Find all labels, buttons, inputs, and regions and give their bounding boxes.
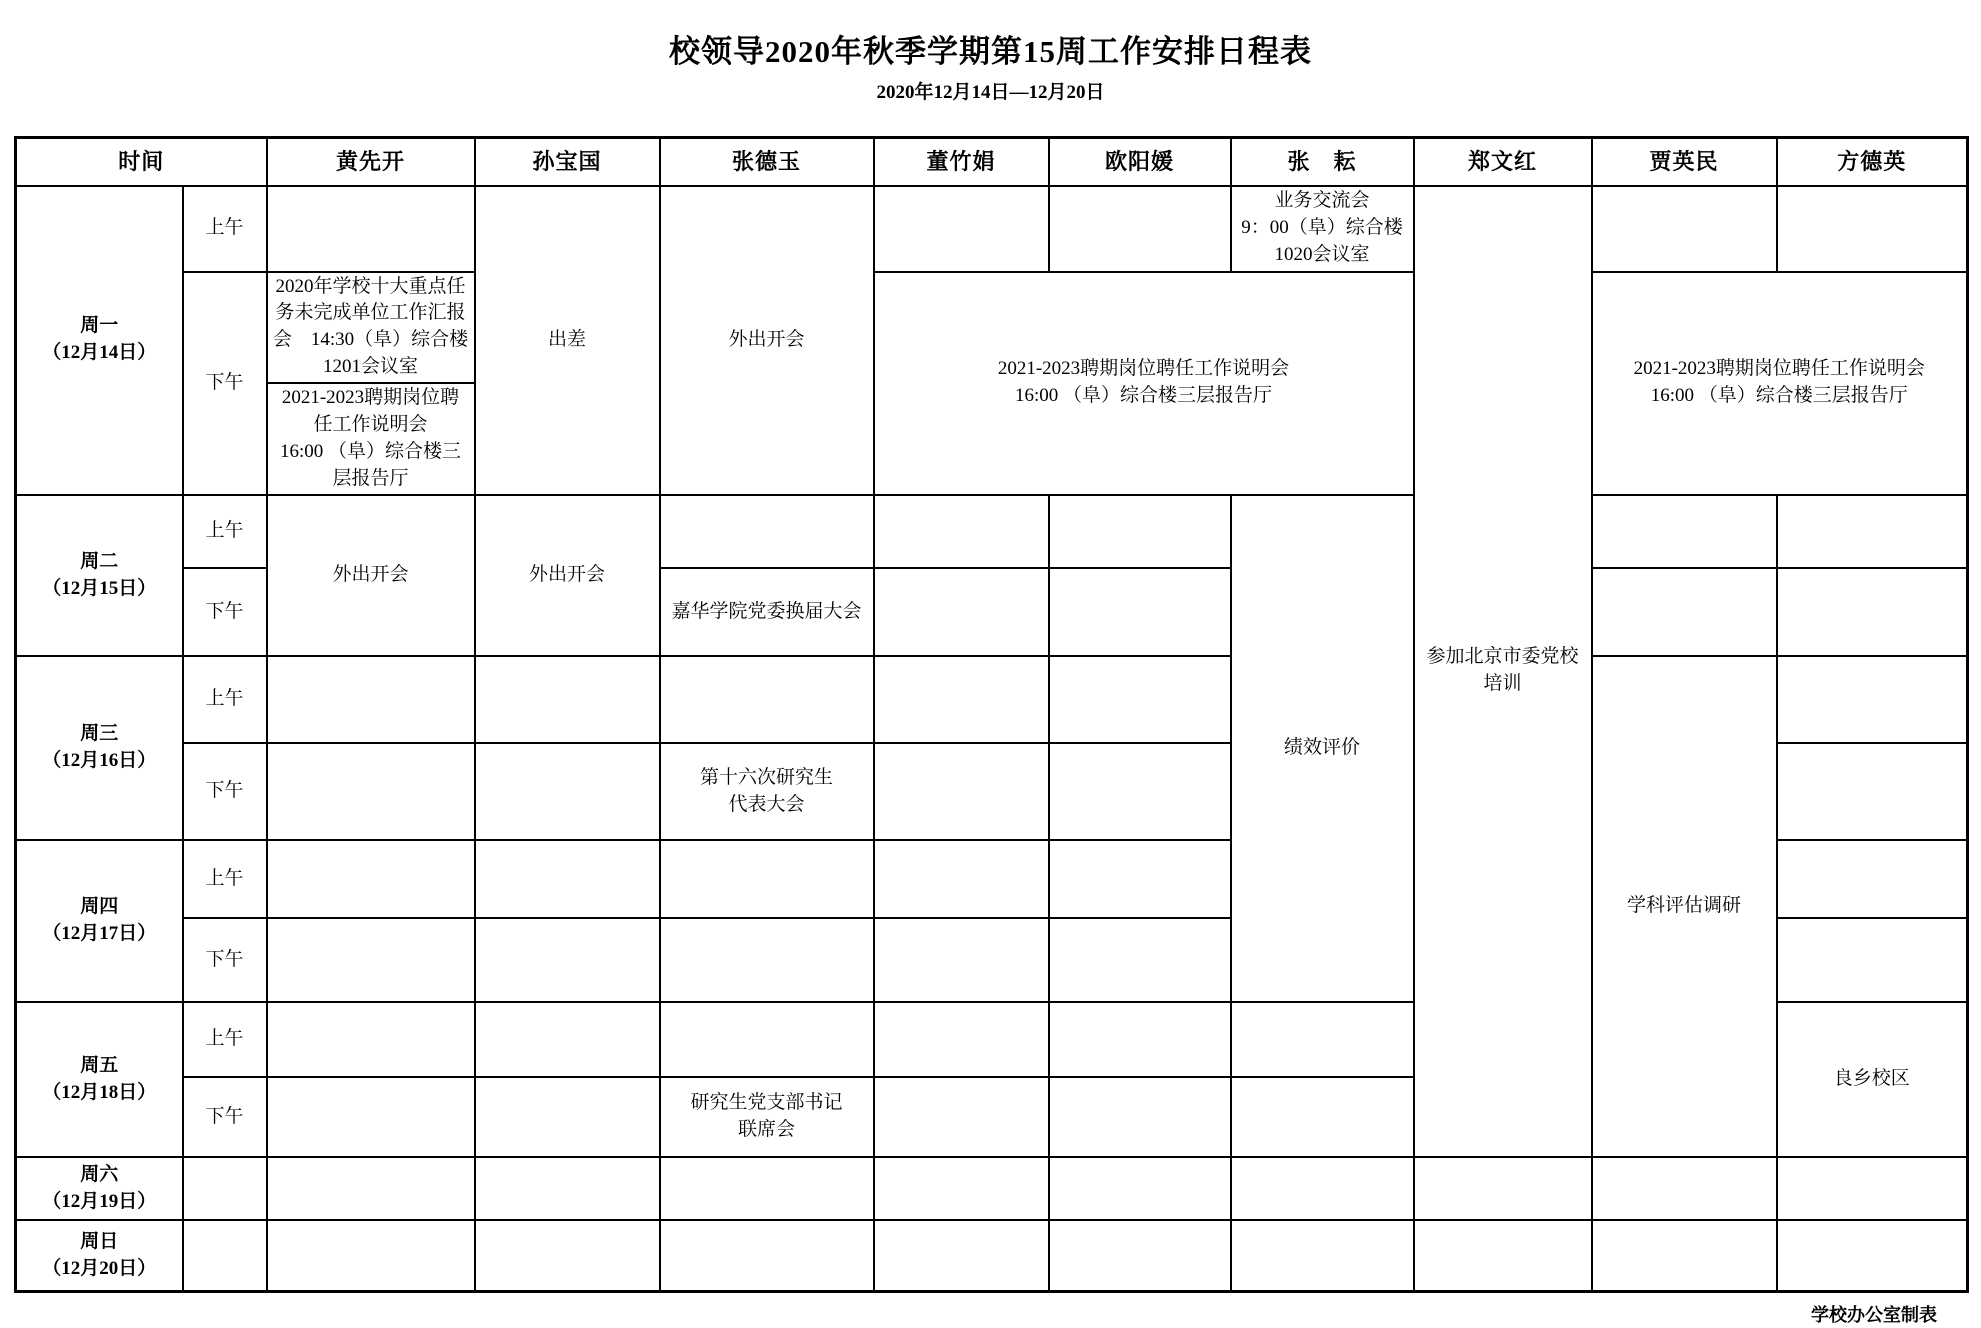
cell-fri-am-dongzhujuan: [874, 1002, 1049, 1077]
cell-mon-zhangdeyu: 外出开会: [660, 186, 874, 496]
day-label-wed: 周三 （12月16日）: [16, 656, 183, 840]
cell-wed-am-fangdeying: [1777, 656, 1968, 743]
cell-fri-am-sunbaoguo: [475, 1002, 660, 1077]
cell-mon-pm2-huangxiankai: 2021-2023聘期岗位聘任工作说明会 16:00 （阜）综合楼三层报告厅: [267, 383, 475, 495]
header-leader-zhangdeyu: 张德玉: [660, 138, 874, 186]
cell-thu-pm-dongzhujuan: [874, 918, 1049, 1002]
cell-wed-am-huangxiankai: [267, 656, 475, 743]
cell-sat-ouyangyuan: [1049, 1157, 1231, 1220]
cell-sun-zhangdeyu: [660, 1220, 874, 1291]
cell-mon-am-ouyangyuan: [1049, 186, 1231, 272]
cell-wed-pm-sunbaoguo: [475, 743, 660, 840]
cell-week-zhengwenhong: 参加北京市委党校 培训: [1414, 186, 1592, 1158]
cell-sun-dongzhujuan: [874, 1220, 1049, 1291]
header-leader-huangxiankai: 黄先开: [267, 138, 475, 186]
cell-fri-pm-sunbaoguo: [475, 1077, 660, 1157]
cell-tue-pm-fangdeying: [1777, 568, 1968, 656]
cell-wed-pm-huangxiankai: [267, 743, 475, 840]
cell-wed-fri-jiayingmin: 学科评估调研: [1592, 656, 1777, 1157]
cell-sat-ampm: [183, 1157, 267, 1220]
cell-mon-am-fangdeying: [1777, 186, 1968, 272]
cell-fri-pm-zhangyun: [1231, 1077, 1414, 1157]
cell-tue-am-jiayingmin: [1592, 495, 1777, 568]
cell-wed-pm-zhangdeyu: 第十六次研究生 代表大会: [660, 743, 874, 840]
ampm-fri-pm: 下午: [183, 1077, 267, 1157]
cell-sun-huangxiankai: [267, 1220, 475, 1291]
cell-thu-am-dongzhujuan: [874, 840, 1049, 918]
cell-sun-jiayingmin: [1592, 1220, 1777, 1291]
cell-mon-pm1-huangxiankai: 2020年学校十大重点任务未完成单位工作汇报会 14:30（阜）综合楼1201会议室: [267, 272, 475, 384]
ampm-thu-pm: 下午: [183, 918, 267, 1002]
cell-sun-ouyangyuan: [1049, 1220, 1231, 1291]
cell-sat-zhangyun: [1231, 1157, 1414, 1220]
cell-thu-am-sunbaoguo: [475, 840, 660, 918]
ampm-wed-am: 上午: [183, 656, 267, 743]
page-title: 校领导2020年秋季学期第15周工作安排日程表: [669, 34, 1312, 69]
cell-fri-am-zhangdeyu: [660, 1002, 874, 1077]
cell-mon-am-dongzhujuan: [874, 186, 1049, 272]
cell-thu-pm-zhangdeyu: [660, 918, 874, 1002]
cell-sun-ampm: [183, 1220, 267, 1291]
cell-sat-zhengwenhong: [1414, 1157, 1592, 1220]
page-subtitle: 2020年12月14日—12月20日: [876, 82, 1105, 103]
cell-sat-zhangdeyu: [660, 1157, 874, 1220]
cell-thu-am-zhangdeyu: [660, 840, 874, 918]
cell-sat-dongzhujuan: [874, 1157, 1049, 1220]
cell-fri-pm-ouyangyuan: [1049, 1077, 1231, 1157]
cell-tue-am-dongzhujuan: [874, 495, 1049, 568]
cell-wed-pm-dongzhujuan: [874, 743, 1049, 840]
cell-wed-am-zhangdeyu: [660, 656, 874, 743]
cell-fri-pm-dongzhujuan: [874, 1077, 1049, 1157]
ampm-tue-am: 上午: [183, 495, 267, 568]
cell-sat-jiayingmin: [1592, 1157, 1777, 1220]
header-leader-sunbaoguo: 孙宝国: [475, 138, 660, 186]
cell-tue-huangxiankai: 外出开会: [267, 495, 475, 656]
day-label-sun: 周日 （12月20日）: [16, 1220, 183, 1291]
cell-thu-am-fangdeying: [1777, 840, 1968, 918]
cell-sun-zhengwenhong: [1414, 1220, 1592, 1291]
cell-wed-am-ouyangyuan: [1049, 656, 1231, 743]
schedule-table: [14, 136, 1969, 1293]
header-leader-ouyangyuan: 欧阳媛: [1049, 138, 1231, 186]
cell-mon-am-jiayingmin: [1592, 186, 1777, 272]
cell-mon-am-zhangyun: 业务交流会 9：00（阜）综合楼 1020会议室: [1231, 186, 1414, 272]
cell-sun-fangdeying: [1777, 1220, 1968, 1291]
cell-thu-pm-ouyangyuan: [1049, 918, 1231, 1002]
day-label-tue: 周二 （12月15日）: [16, 495, 183, 656]
cell-fri-fangdeying: 良乡校区: [1777, 1002, 1968, 1157]
cell-sat-sunbaoguo: [475, 1157, 660, 1220]
cell-thu-am-huangxiankai: [267, 840, 475, 918]
day-label-sat: 周六 （12月19日）: [16, 1157, 183, 1220]
header-leader-fangdeying: 方德英: [1777, 138, 1968, 186]
header-leader-zhangyun: 张 耘: [1231, 138, 1414, 186]
cell-fri-am-huangxiankai: [267, 1002, 475, 1077]
cell-fri-am-zhangyun: [1231, 1002, 1414, 1077]
cell-sat-fangdeying: [1777, 1157, 1968, 1220]
header-leader-zhengwenhong: 郑文红: [1414, 138, 1592, 186]
ampm-mon-pm: 下午: [183, 272, 267, 496]
ampm-thu-am: 上午: [183, 840, 267, 918]
cell-fri-pm-zhangdeyu: 研究生党支部书记 联席会: [660, 1077, 874, 1157]
cell-tue-am-fangdeying: [1777, 495, 1968, 568]
cell-mon-am-huangxiankai: [267, 186, 475, 272]
header-time: 时间: [16, 138, 267, 186]
cell-tue-pm-jiayingmin: [1592, 568, 1777, 656]
cell-mon-pm-jia-fang: 2021-2023聘期岗位聘任工作说明会 16:00 （阜）综合楼三层报告厅: [1592, 272, 1968, 496]
cell-fri-pm-huangxiankai: [267, 1077, 475, 1157]
cell-tue-am-zhangdeyu: [660, 495, 874, 568]
ampm-wed-pm: 下午: [183, 743, 267, 840]
cell-tue-pm-zhangdeyu: 嘉华学院党委换届大会: [660, 568, 874, 656]
cell-thu-pm-sunbaoguo: [475, 918, 660, 1002]
page-footer: 学校办公室制表: [1811, 1305, 1937, 1325]
cell-mon-sunbaoguo: 出差: [475, 186, 660, 496]
cell-tue-thu-zhangyun: 绩效评价: [1231, 495, 1414, 1002]
cell-wed-pm-fangdeying: [1777, 743, 1968, 840]
ampm-fri-am: 上午: [183, 1002, 267, 1077]
header-leader-jiayingmin: 贾英民: [1592, 138, 1777, 186]
cell-tue-pm-dongzhujuan: [874, 568, 1049, 656]
cell-sun-zhangyun: [1231, 1220, 1414, 1291]
cell-wed-pm-ouyangyuan: [1049, 743, 1231, 840]
cell-wed-am-sunbaoguo: [475, 656, 660, 743]
cell-sat-huangxiankai: [267, 1157, 475, 1220]
ampm-mon-am: 上午: [183, 186, 267, 272]
cell-tue-sunbaoguo: 外出开会: [475, 495, 660, 656]
cell-sun-sunbaoguo: [475, 1220, 660, 1291]
header-leader-dongzhujuan: 董竹娟: [874, 138, 1049, 186]
day-label-thu: 周四 （12月17日）: [16, 840, 183, 1002]
cell-thu-pm-huangxiankai: [267, 918, 475, 1002]
cell-wed-am-dongzhujuan: [874, 656, 1049, 743]
cell-tue-pm-ouyangyuan: [1049, 568, 1231, 656]
cell-thu-pm-fangdeying: [1777, 918, 1968, 1002]
ampm-tue-pm: 下午: [183, 568, 267, 656]
cell-thu-am-ouyangyuan: [1049, 840, 1231, 918]
day-label-mon: 周一 （12月14日）: [16, 186, 183, 496]
cell-fri-am-ouyangyuan: [1049, 1002, 1231, 1077]
cell-tue-am-ouyangyuan: [1049, 495, 1231, 568]
day-label-fri: 周五 （12月18日）: [16, 1002, 183, 1157]
cell-mon-pm-dong-ouyang-zhangyun: 2021-2023聘期岗位聘任工作说明会 16:00 （阜）综合楼三层报告厅: [874, 272, 1414, 496]
